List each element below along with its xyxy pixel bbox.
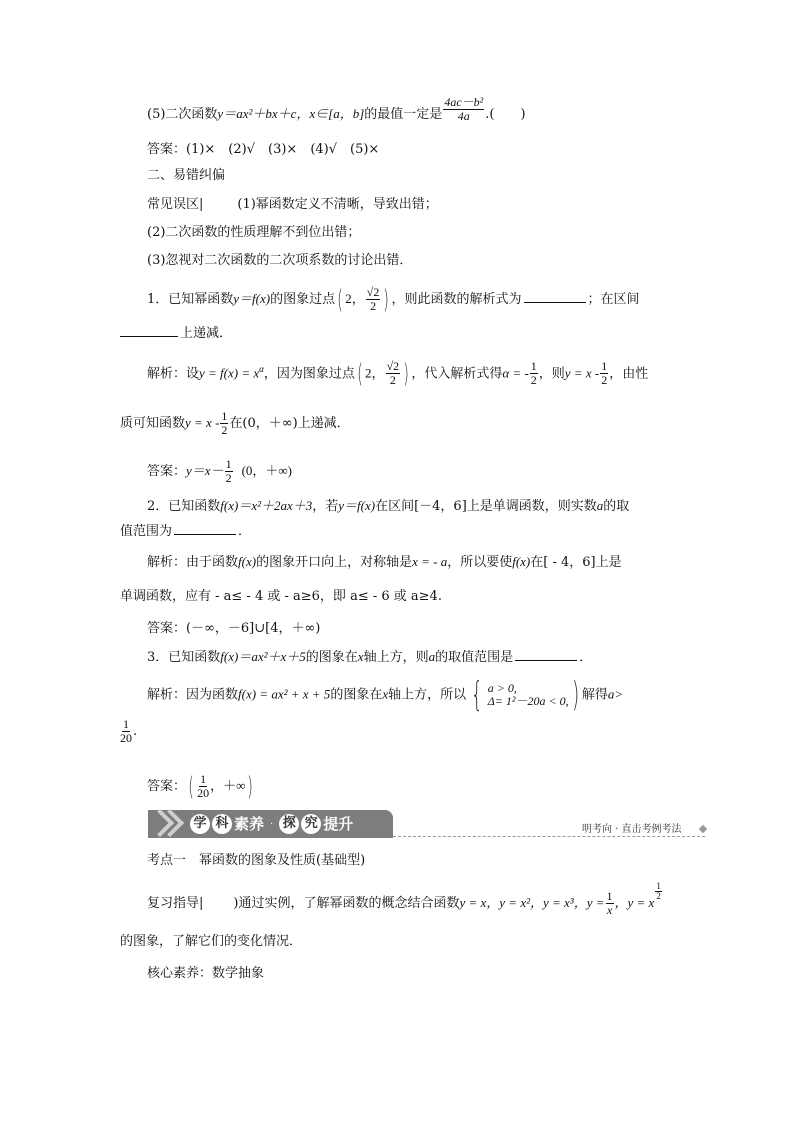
- item5-mid: 的最值一定是: [364, 107, 443, 122]
- q2-answer: 答案：(－∞，－6]∪[4，＋∞): [147, 621, 321, 636]
- answer-blank: [515, 648, 577, 661]
- question-2-line2: 值范围为 ．: [120, 524, 252, 539]
- diamond-icon: [699, 825, 707, 833]
- inequality-system: { a > 0, Δ= 1²－20a < 0, ): [470, 675, 579, 715]
- section-banner: [148, 810, 393, 838]
- section2-title: 二、易错纠偏: [147, 168, 226, 183]
- q3-answer: 答案：( $\frac{1}{20}$ ，＋∞): [147, 771, 254, 802]
- common-errors-line1: [147, 196, 438, 214]
- answer-blank: [174, 522, 236, 535]
- item5-fraction: $\frac{\text{4ac－b²}}{4a}$: [444, 95, 484, 123]
- core-literacy: 核心素养：数学抽象: [147, 966, 265, 981]
- item5-formula: y＝ax²＋bx＋c，x∈[a，b]: [217, 106, 365, 121]
- q3-solution: 解析：因为函数f(x) = ax² + x + 5的图象在x轴上方，所以 { a > 0, Δ= 1²－20a < 0, ) 解得a>: [147, 675, 624, 715]
- answer-true-false: 答案：(1)× (2)√ (3)× (4)√ (5)×: [147, 142, 380, 157]
- question-1-line2: 上递减．: [120, 324, 232, 343]
- q1-point-fraction: $\frac{√2}{2}$: [366, 285, 380, 313]
- banner-title: 学 科 素养 · 探 究 提升: [190, 814, 353, 834]
- banner-right-label: 明考向 · 直击考例考法: [582, 824, 682, 835]
- question-3: 3．已知函数f(x)＝ax²＋x＋5的图象在x轴上方，则a的取值范围是 ．: [147, 649, 593, 665]
- banner-divider: [393, 836, 705, 837]
- error-item-1: (1)幂函数定义不清晰，导致出错；: [237, 197, 438, 212]
- q3-solution-fraction: $\frac{1}{20}$ .: [120, 717, 138, 745]
- answer-blank: [120, 324, 178, 337]
- item5-line: [147, 95, 526, 124]
- q2-solution: 解析：由于函数f(x)的图象开口向上，对称轴是x = - a，所以要使f(x)在[ - 4，6]上是: [147, 554, 622, 570]
- question-1: 1．已知幂函数y＝f(x)的图象过点( 2， $\frac{√2}{2}$ ) ，则此函数的解析式为 ；在区间: [147, 284, 640, 315]
- topic1-title: 考点一 幂函数的图象及性质(基础型): [147, 853, 366, 868]
- item5-prefix: (5)二次函数: [147, 107, 218, 122]
- q1-solution: 解析：设$y = f(x) = x^\alpha$，因为图象过点( 2， $\frac{√2}{2}$ ) ，代入解析式得α = - $\frac{1}{2}$ ，则y = x - $\frac{1}{2}$ ，由性: [147, 358, 649, 389]
- error-item-2: (2)二次函数的性质理解不到位出错；: [147, 225, 361, 240]
- item5-suffix: .( ): [485, 107, 526, 122]
- review-guide-line2: 的图象，了解它们的变化情况．: [120, 934, 303, 949]
- error-item-3: (3)忽视对二次函数的二次项系数的讨论出错．: [147, 253, 413, 268]
- q1-answer: 答案：y＝x－ $\frac{1}{2}$ (0，＋∞): [147, 457, 292, 485]
- q2-solution-line2: 单调函数，应有 - a≤ - 4 或 - a≥6，即 a≤ - 6 或 a≥4.: [120, 589, 442, 604]
- common-errors-label: 常见误区|: [147, 197, 204, 212]
- review-guide: 复习指导| )通过实例，了解幂函数的概念结合函数y = x，y = x²，y = x³，y = $\frac{1}{x}$ ，y = x $\frac{1}{2}$: [147, 881, 661, 917]
- answer-blank: [524, 290, 586, 303]
- question-2: 2．已知函数f(x)＝x²＋2ax＋3，若y＝f(x)在区间[－4，6]上是单调函数，则实数a的取: [147, 498, 630, 514]
- q1-solution-line2: 质可知函数y = x - $\frac{1}{2}$ 在(0，＋∞)上递减．: [120, 409, 350, 437]
